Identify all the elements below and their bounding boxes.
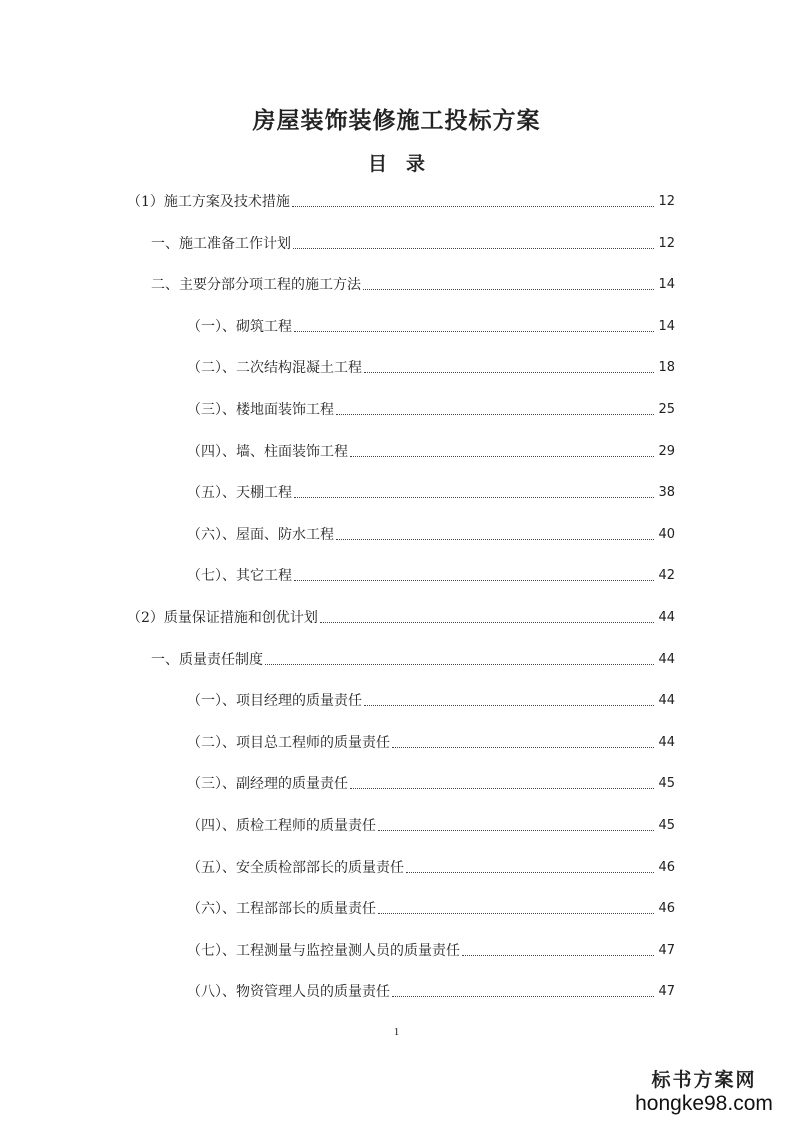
toc-entry-title: 二、主要分部分项工程的施工方法 [151, 277, 361, 294]
toc-entry-title: （一）、项目经理的质量责任 [187, 693, 362, 710]
toc-entry-title: 一、质量责任制度 [151, 651, 263, 668]
toc-dot-leader [406, 871, 654, 873]
toc-entry-page: 47 [658, 984, 675, 1000]
toc-entry-page: 29 [658, 443, 675, 459]
toc-entry-title: （二）、二次结构混凝土工程 [187, 360, 362, 377]
toc-entry[interactable] [187, 814, 675, 836]
toc-entry-title: （六）、工程部部长的质量责任 [187, 901, 376, 918]
toc-entry[interactable] [127, 606, 675, 628]
toc-entry[interactable] [187, 731, 675, 753]
toc-entry-page: 46 [658, 901, 675, 917]
toc-dot-leader [336, 413, 654, 415]
toc-entry[interactable] [187, 689, 675, 711]
toc-entry[interactable] [187, 939, 675, 961]
toc-entry-title: （七）、工程测量与监控量测人员的质量责任 [187, 942, 460, 959]
toc-entry[interactable] [187, 772, 675, 794]
toc-entry[interactable] [187, 481, 675, 503]
toc-dot-leader [293, 247, 654, 249]
toc-entry-page: 14 [658, 277, 675, 293]
toc-entry[interactable] [187, 523, 675, 545]
toc-entry-title: （2）质量保证措施和创优计划 [127, 610, 318, 626]
toc-entry[interactable] [187, 980, 675, 1002]
toc-entry-page: 40 [658, 526, 675, 542]
document-title: 房屋装饰装修施工投标方案 [252, 108, 541, 134]
toc-entry-title: （二）、项目总工程师的质量责任 [187, 734, 390, 751]
toc-dot-leader [294, 330, 654, 332]
toc-entry[interactable] [151, 648, 675, 670]
toc-dot-leader [364, 704, 654, 706]
toc-entry-page: 45 [658, 776, 675, 792]
toc-dot-leader [292, 205, 655, 207]
toc-entry-title: （七）、其它工程 [187, 568, 292, 585]
watermark-url: hongke98.com [635, 1092, 773, 1115]
toc-entry[interactable] [151, 273, 675, 295]
toc-dot-leader [294, 579, 654, 581]
watermark-logo [629, 1068, 779, 1116]
watermark-brand: 标书方案网 [651, 1069, 757, 1091]
toc-entry[interactable] [187, 564, 675, 586]
toc-dot-leader [364, 371, 654, 373]
toc-heading: 目 录 [367, 153, 425, 175]
toc-dot-leader [336, 538, 654, 540]
toc-entry-page: 44 [658, 693, 675, 709]
toc-entry-page: 25 [658, 402, 675, 417]
toc-dot-leader [378, 829, 654, 831]
toc-entry-page: 45 [658, 818, 675, 833]
toc-entry[interactable] [187, 440, 675, 462]
toc-dot-leader [265, 663, 654, 665]
toc-entry-page: 18 [658, 360, 675, 376]
toc-entry[interactable] [187, 398, 675, 420]
toc-entry-page: 42 [658, 568, 675, 584]
toc-entry-title: （四）、质检工程师的质量责任 [187, 818, 376, 834]
toc-dot-leader [294, 496, 654, 498]
toc-entry[interactable] [187, 856, 675, 878]
toc-entry[interactable] [127, 190, 675, 212]
toc-entry[interactable] [187, 315, 675, 337]
toc-entry-title: （六）、屋面、防水工程 [187, 526, 334, 543]
toc-entry-title: （三）、副经理的质量责任 [187, 776, 348, 793]
toc-dot-leader [392, 746, 654, 748]
toc-entry-page: 12 [658, 235, 675, 251]
toc-dot-leader [392, 995, 654, 997]
toc-entry-page: 14 [658, 318, 675, 334]
toc-dot-leader [363, 288, 654, 290]
page-number: 1 [393, 1026, 400, 1038]
toc-entry-page: 47 [658, 942, 675, 958]
toc-entry-title: （五）、安全质检部部长的质量责任 [187, 859, 404, 876]
toc-entry-title: （五）、天棚工程 [187, 485, 292, 502]
toc-entry-page: 44 [658, 734, 675, 750]
toc-entry[interactable] [187, 356, 675, 378]
toc-entry-page: 38 [658, 485, 675, 501]
toc-entry-title: （四）、墙、柱面装饰工程 [187, 443, 348, 460]
toc-entry-title: （八）、物资管理人员的质量责任 [187, 984, 390, 1001]
toc-dot-leader [350, 455, 654, 457]
toc-entry-title: （一）、砌筑工程 [187, 318, 292, 335]
toc-entry-page: 12 [658, 194, 675, 209]
toc-entry[interactable] [151, 232, 675, 254]
toc-entry-title: （1）施工方案及技术措施 [127, 194, 290, 210]
toc-entry-title: 一、施工准备工作计划 [151, 235, 291, 252]
toc-dot-leader [378, 912, 654, 914]
toc-dot-leader [320, 621, 655, 623]
toc-dot-leader [350, 787, 654, 789]
toc-entry-page: 44 [658, 610, 675, 625]
toc-dot-leader [462, 954, 654, 956]
toc-entry[interactable] [187, 897, 675, 919]
toc-entry-title: （三）、楼地面装饰工程 [187, 402, 334, 418]
toc-entry-page: 44 [658, 651, 675, 667]
toc-entry-page: 46 [658, 859, 675, 875]
